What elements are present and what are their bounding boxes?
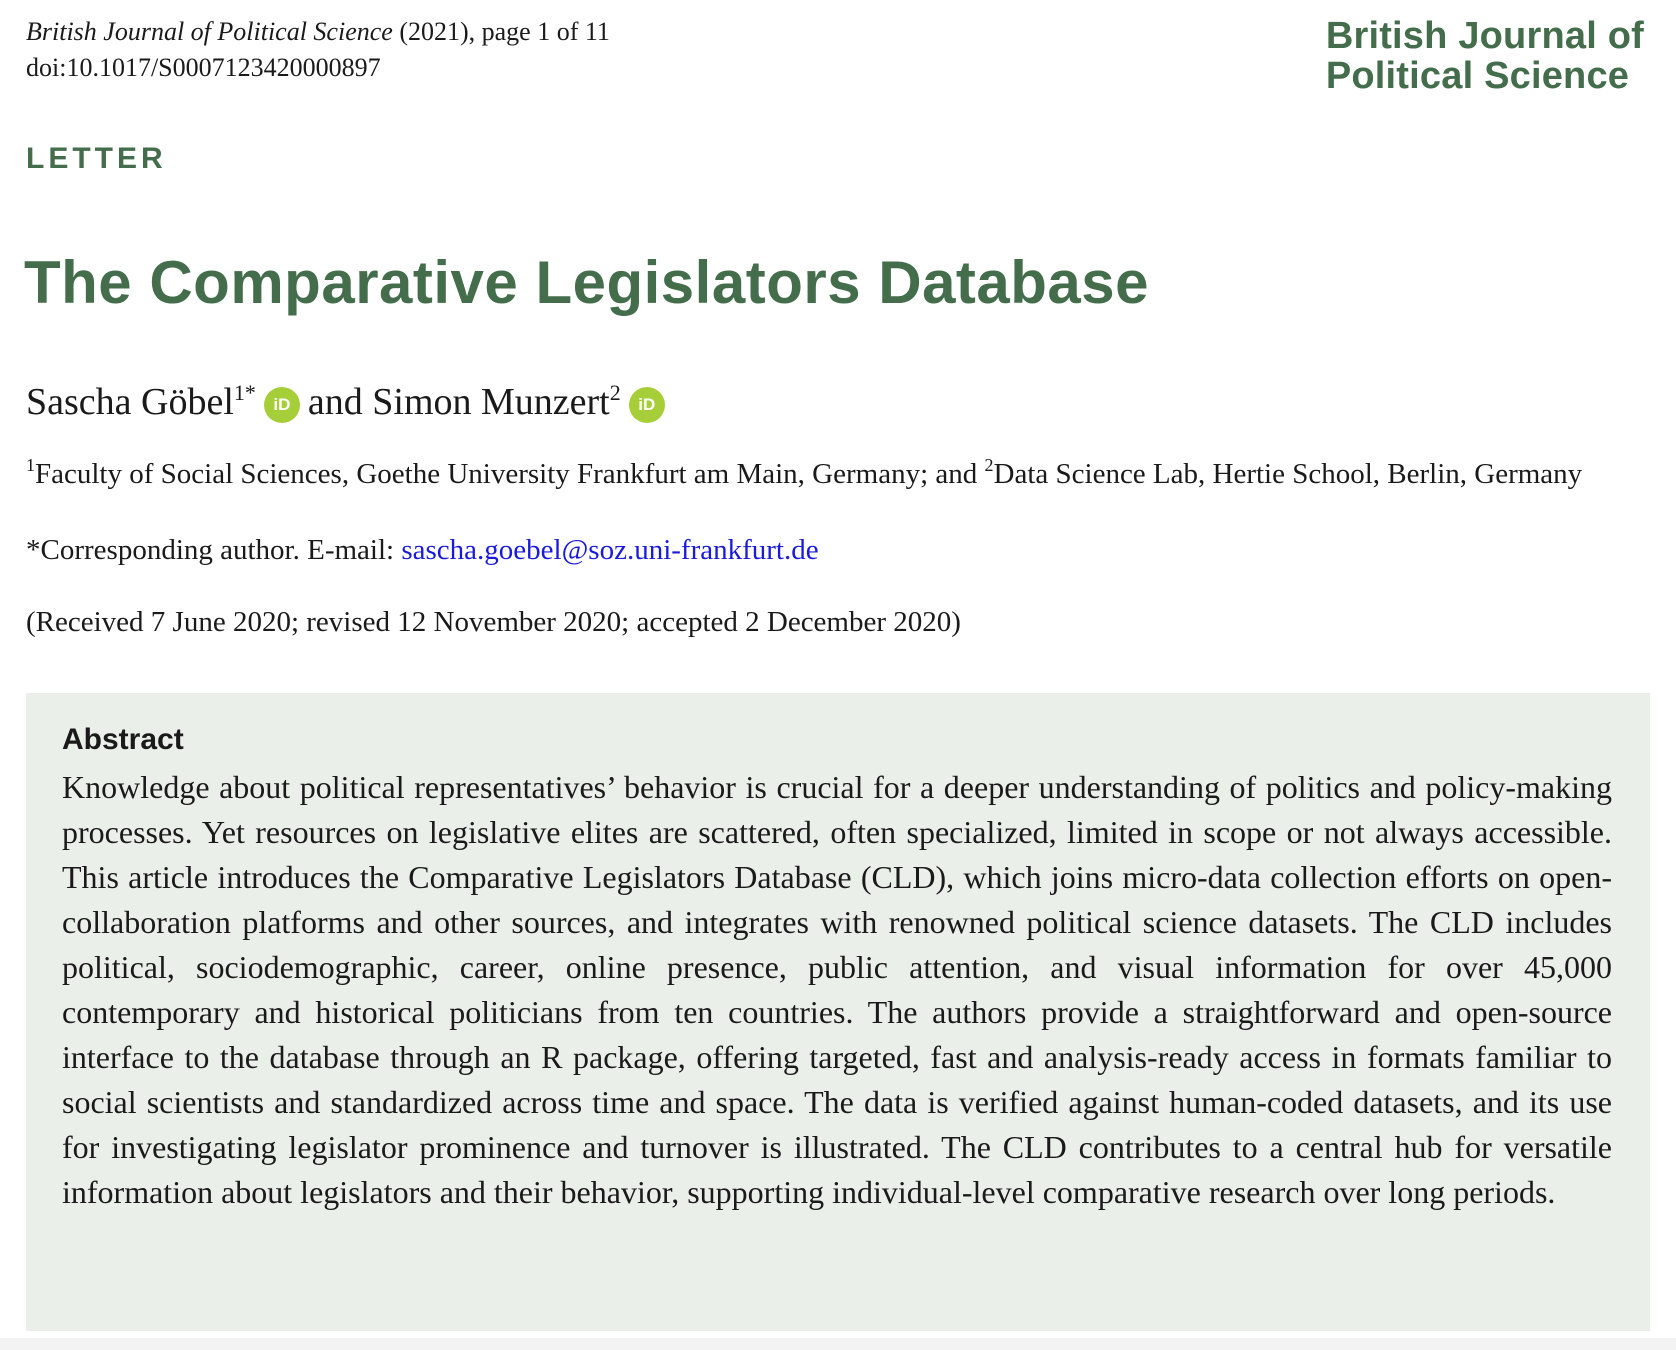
orcid-icon[interactable]: iD (264, 387, 300, 423)
bottom-edge (0, 1338, 1676, 1350)
author-2-name: and Simon Munzert (307, 381, 610, 423)
year-page: (2021), page 1 of 11 (392, 17, 610, 46)
author-1-name: Sascha Göbel (26, 381, 234, 423)
orcid-icon[interactable]: iD (629, 387, 665, 423)
abstract-heading: Abstract (62, 723, 184, 756)
article-type: LETTER (26, 142, 167, 175)
journal-logo (1326, 16, 1644, 96)
author-list (26, 370, 673, 425)
affil-text-1: Faculty of Social Sciences, Goethe University Frankfurt am Main, Germany; and (35, 458, 985, 490)
logo-line-2: Political Science (1325, 55, 1630, 97)
author-1-sup: 1* (233, 380, 256, 405)
affil-sup-1: 1 (26, 455, 35, 475)
doi[interactable]: doi:10.1017/S0007123420000897 (26, 53, 381, 82)
received-dates: (Received 7 June 2020; revised 12 November 2020; accepted 2 December 2020) (26, 606, 961, 638)
author-2-sup: 2 (609, 380, 621, 405)
logo-line-1: British Journal of (1325, 15, 1644, 57)
abstract-text: Knowledge about political representatives’ behavior is crucial for a deeper understanding of politics and policy-making processes. Yet resources on legislative elites are scattered, often specialized, limited in scope or not always accessible. This article introduces the Comparative Legislators Database (CLD), which joins micro-data collection efforts on open-collaboration platforms and other sources, and integrates with renowned political science datasets. The CLD includes political, sociodemographic, career, online presence, public attention, and visual information for over 45,000 contemporary and historical politicians from ten countries. The authors provide a straightforward and open-source interface to the database through an R package, offering targeted, fast and analysis-ready access in formats familiar to social scientists and standardized across time and space. The data is verified against human-coded datasets, and its use for investigating legislator prominence and turnover is illustrated. The CLD contributes to a central hub for versatile information about legislators and their behavior, supporting individual-level comparative research over long periods. (62, 769, 1612, 1210)
affil-sup-2: 2 (984, 455, 994, 475)
email-link[interactable]: sascha.goebel@soz.uni-frankfurt.de (401, 534, 819, 566)
corresponding-author (26, 530, 819, 571)
journal-citation (26, 14, 610, 86)
abstract-box (26, 693, 1650, 1331)
journal-name: British Journal of Political Science (26, 17, 393, 46)
affil-text-2: Data Science Lab, Hertie School, Berlin, Germany (993, 458, 1583, 490)
corresponding-prefix: *Corresponding author. E-mail: (26, 534, 402, 566)
article-title: The Comparative Legislators Database (24, 249, 1150, 316)
affiliations (26, 445, 1648, 495)
